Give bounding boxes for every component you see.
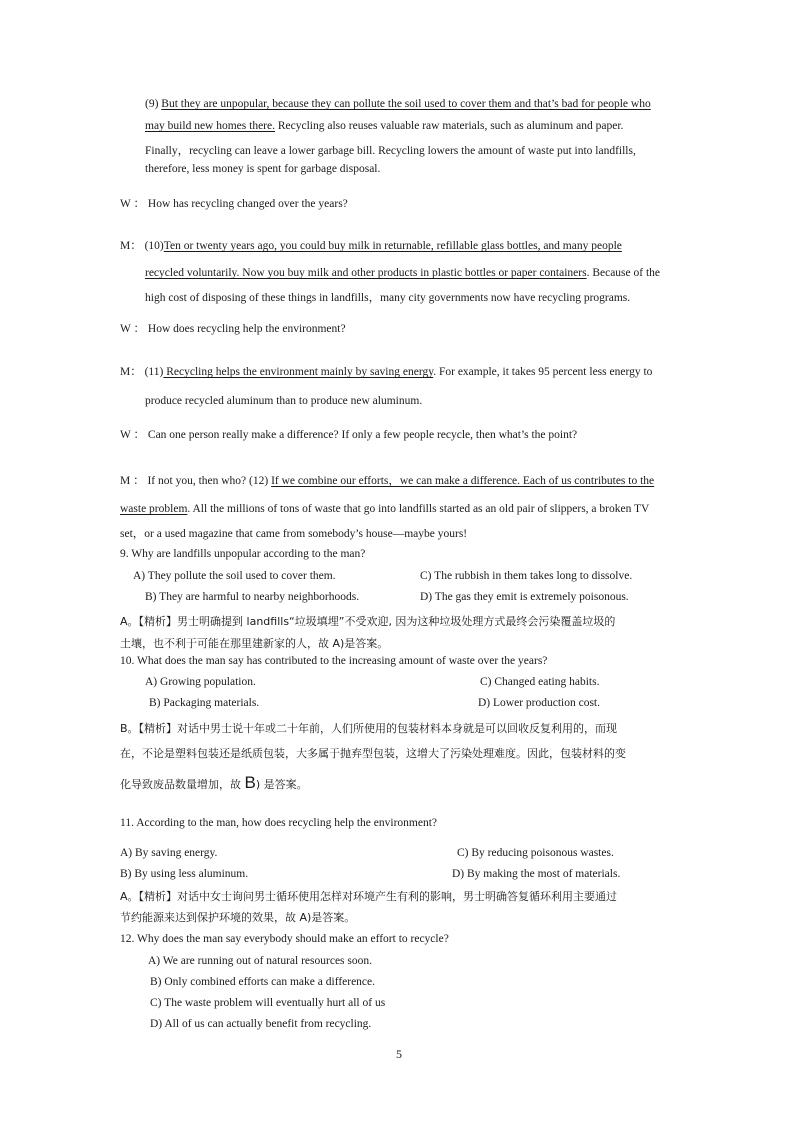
speaker-prefix: M ： If not you, then who? (12) — [120, 475, 272, 487]
woman-line: W ： How does recycling help the environment? — [120, 323, 346, 335]
option-b: B) By using less aluminum. — [120, 868, 249, 880]
man-line — [120, 363, 652, 379]
underlined-answer: waste problem — [120, 503, 188, 515]
option-a: A) They pollute the soil used to cover them. — [133, 570, 336, 582]
transcript-text: Recycling also reuses valuable raw materials, such as aluminum and paper. — [274, 120, 624, 132]
transcript-line: produce recycled aluminum than to produce new aluminum. — [145, 395, 423, 407]
explanation-text: ) 是答案。 — [255, 778, 308, 791]
explanation-line: A。【精析】男士明确提到 landfills“垃圾填埋”不受欢迎, 因为这种垃圾处理方式最终会污染覆盖垃圾的 — [120, 615, 616, 628]
option-c: C) The waste problem will eventually hurt all of us — [150, 997, 386, 1009]
option-a: A) Growing population. — [145, 676, 256, 688]
explanation-line: B。【精析】对话中男士说十年或二十年前，人们所使用的包装材料本身就是可以回收反复利用的，而现 — [120, 722, 618, 735]
option-d: D) Lower production cost. — [478, 697, 600, 709]
answer-letter: B — [244, 773, 256, 792]
transcript-text: . Because of the — [586, 267, 661, 279]
man-line — [120, 237, 622, 253]
explanation-line: 在，不论是塑料包装还是纸质包装，大多属于抛弃型包装，这增大了污染处理难度。因此，包装材料的变 — [120, 747, 626, 760]
transcript-line: set，or a used magazine that came from somebody’s house—maybe yours! — [120, 528, 468, 540]
option-c: C) The rubbish in them takes long to dissolve. — [420, 570, 633, 582]
question-stem: 12. Why does the man say everybody should make an effort to recycle? — [120, 933, 449, 945]
transcript-text: . For example, it takes 95 percent less energy to — [433, 366, 653, 378]
transcript-text: . All the millions of tons of waste that go into landfills started as an old pair of slippers, a broken TV — [187, 503, 650, 515]
underlined-answer: If we combine our efforts，we can make a difference. Each of us contributes to the — [271, 475, 655, 487]
option-a: A) By saving energy. — [120, 847, 218, 859]
option-c: C) By reducing poisonous wastes. — [457, 847, 614, 859]
explanation-line — [120, 773, 308, 793]
transcript-line — [145, 267, 660, 279]
transcript-line: therefore, less money is spent for garbage disposal. — [145, 163, 381, 175]
option-d: D) By making the most of materials. — [452, 868, 621, 880]
transcript-line — [120, 503, 649, 515]
explanation-line: A。【精析】对话中女士询问男士循环使用怎样对环境产生有利的影响，男士明确答复循环利用主要通过 — [120, 890, 618, 903]
explanation-line: 节约能源来达到保护环境的效果，故 A)是答案。 — [120, 911, 356, 924]
question-stem: 9. Why are landfills unpopular according to the man? — [120, 548, 366, 560]
option-b: B) Packaging materials. — [149, 697, 260, 709]
speaker-prefix: M： (10) — [120, 240, 164, 252]
option-d: D) All of us can actually benefit from recycling. — [150, 1018, 372, 1030]
option-b: B) Only combined efforts can make a difference. — [150, 976, 376, 988]
woman-line: W ： How has recycling changed over the years? — [120, 198, 348, 210]
explanation-text: 化导致废品数量增加，故 — [120, 778, 245, 791]
option-a: A) We are running out of natural resources soon. — [148, 955, 373, 967]
underlined-answer: recycled voluntarily. Now you buy milk and other products in plastic bottles or paper containers — [145, 267, 587, 279]
underlined-answer: Ten or twenty years ago, you could buy milk in returnable, refillable glass bottles, and many people — [163, 240, 622, 252]
underlined-answer: Recycling helps the environment mainly by saving energy — [163, 366, 434, 378]
underlined-answer: But they are unpopular, because they can pollute the soil used to cover them and that’s bad for people who — [161, 98, 651, 110]
underlined-answer: may build new homes there. — [145, 120, 275, 132]
explanation-line: 土壤，也不利于可能在那里建新家的人，故 A)是答案。 — [120, 637, 389, 650]
question-stem: 10. What does the man say has contributed to the increasing amount of waste over the years? — [120, 655, 548, 667]
transcript-line: Finally，recycling can leave a lower garbage bill. Recycling lowers the amount of waste put into landfills, — [145, 145, 636, 157]
question-stem: 11. According to the man, how does recycling help the environment? — [120, 817, 438, 829]
page-number: 5 — [396, 1047, 402, 1061]
line-number: (9) — [145, 98, 162, 110]
option-b: B) They are harmful to nearby neighborhoods. — [145, 591, 360, 603]
woman-line: W ： Can one person really make a difference? If only a few people recycle, then what’s the point? — [120, 429, 578, 441]
option-c: C) Changed eating habits. — [480, 676, 600, 688]
transcript-line — [145, 120, 623, 132]
man-line — [120, 472, 654, 488]
option-d: D) The gas they emit is extremely poisonous. — [420, 591, 629, 603]
speaker-prefix: M： (11) — [120, 366, 164, 378]
transcript-line — [145, 98, 651, 110]
transcript-line: high cost of disposing of these things in landfills，many city governments now have recycling programs. — [145, 292, 631, 304]
